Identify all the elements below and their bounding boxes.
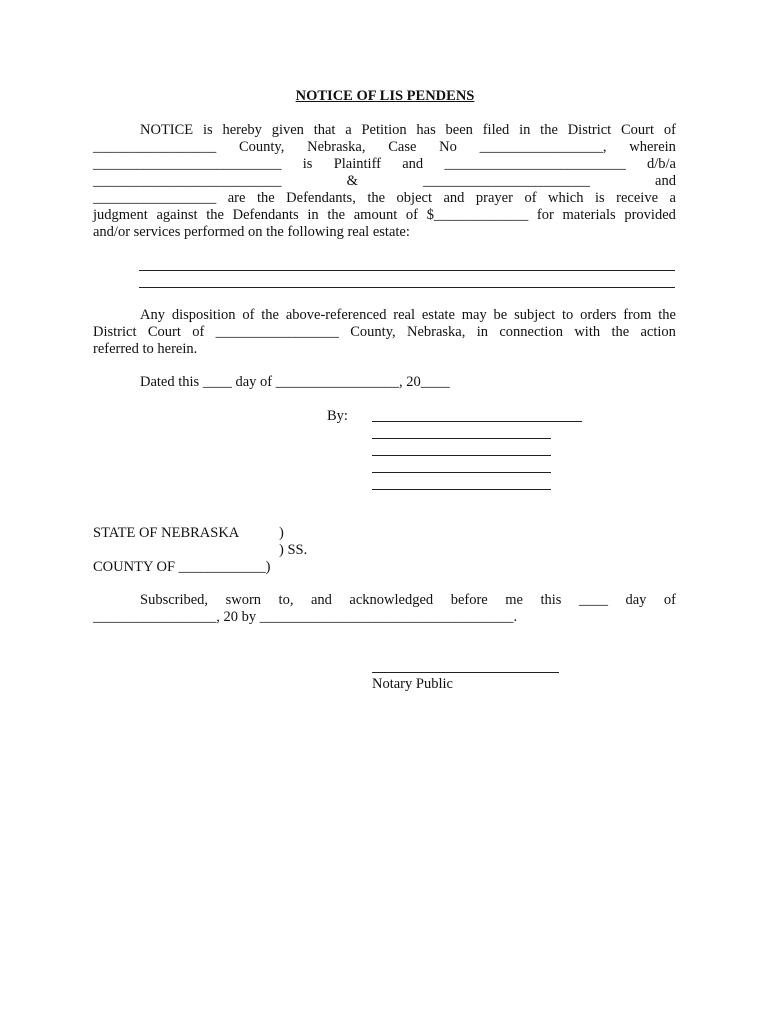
notice-paragraph [93, 122, 676, 241]
word: Nebraska, [307, 139, 366, 155]
word: Subscribed, [140, 592, 209, 608]
word: of [524, 190, 537, 206]
notice-row-6 [93, 207, 676, 224]
word: a [345, 122, 352, 138]
word: Defendants [232, 207, 299, 223]
word: above-referenced [285, 307, 387, 323]
subscribed-row-2: _________________, 20 by ___________________________________. [93, 609, 518, 625]
property-description-line-1[interactable] [139, 270, 675, 271]
word: the [327, 207, 346, 223]
word: the [256, 190, 275, 206]
word: prayer [475, 190, 513, 206]
word: this [540, 592, 562, 608]
word: _________________ [215, 324, 339, 340]
word: is [302, 156, 313, 172]
word: is [594, 190, 605, 206]
notary-label: Notary Public [372, 676, 453, 692]
word: me [505, 592, 523, 608]
document-title: NOTICE OF LIS PENDENS [295, 88, 475, 104]
dated-line: Dated this ____ day of _________________, 20____ [140, 374, 450, 390]
word: disposition [171, 307, 236, 323]
word: Case [388, 139, 417, 155]
signature-line-4[interactable] [372, 472, 551, 473]
word: in [476, 324, 488, 340]
word: action [640, 324, 676, 340]
word: connection [499, 324, 563, 340]
notice-row-4 [93, 173, 676, 190]
word: in [307, 207, 319, 223]
word: to, [278, 592, 294, 608]
word: Defendants, [286, 190, 356, 206]
word: acknowledged [349, 592, 434, 608]
word: and [655, 173, 676, 189]
word: real [393, 307, 416, 323]
word: amount [353, 207, 398, 223]
subscribed-row-1 [93, 592, 676, 609]
word: & [346, 173, 358, 189]
word: of [242, 307, 255, 323]
word: has [416, 122, 436, 138]
notary-signature-line[interactable] [372, 672, 559, 673]
word: and [310, 592, 332, 608]
word: materials [562, 207, 616, 223]
signature-line-5[interactable] [372, 489, 551, 490]
word: of [405, 207, 419, 223]
notice-row-1 [93, 122, 676, 139]
word: the [206, 207, 224, 223]
word: Court [620, 122, 655, 138]
word: are [227, 190, 246, 206]
word: ____ [578, 592, 608, 608]
word: provided [624, 207, 676, 223]
word: is [202, 122, 213, 138]
word: __________________________ [93, 156, 282, 172]
signature-line-1[interactable] [372, 421, 582, 422]
word: day [625, 592, 647, 608]
word: orders [580, 307, 617, 323]
signature-line-3[interactable] [372, 455, 551, 456]
subscribed-paragraph [93, 592, 676, 626]
notice-row-5 [93, 190, 676, 207]
word: judgment [93, 207, 148, 223]
word: the [540, 122, 558, 138]
word: of [663, 122, 676, 138]
word: given [271, 122, 304, 138]
word: _________________ [93, 139, 217, 155]
disposition-row-1 [93, 307, 676, 324]
word: the [658, 307, 676, 323]
word: NOTICE [140, 122, 194, 138]
word: County, [350, 324, 396, 340]
word: and [443, 190, 465, 206]
county-line: COUNTY OF ____________) [93, 559, 271, 575]
word: a [669, 190, 676, 206]
notice-row-7: and/or services performed on the following real estate: [93, 224, 410, 240]
word: Any [140, 307, 165, 323]
word: filed [482, 122, 510, 138]
word: Court [147, 324, 181, 340]
word: hereby [222, 122, 262, 138]
notice-row-2 [93, 139, 676, 156]
word: been [445, 122, 473, 138]
state-paren: ) [279, 525, 284, 541]
ss-line: ) SS. [279, 542, 308, 558]
property-description-line-2[interactable] [139, 287, 675, 288]
word: before [450, 592, 488, 608]
word: object [396, 190, 432, 206]
word: _________________________ [444, 156, 626, 172]
word: d/b/a [646, 156, 676, 172]
word: Plaintiff [333, 156, 381, 172]
word: the [261, 307, 279, 323]
word: the [367, 190, 386, 206]
disposition-row-2 [93, 324, 676, 341]
word: sworn [225, 592, 262, 608]
word: Petition [361, 122, 407, 138]
word: and [402, 156, 424, 172]
word: from [623, 307, 652, 323]
word: may [461, 307, 487, 323]
word: Nebraska, [406, 324, 466, 340]
word: subject [514, 307, 556, 323]
disposition-paragraph [93, 307, 676, 358]
word: for [536, 207, 554, 223]
word: be [493, 307, 508, 323]
word: District [567, 122, 612, 138]
word: County, [238, 139, 285, 155]
word: of [192, 324, 205, 340]
word: in [519, 122, 531, 138]
word: estate [421, 307, 455, 323]
word: of [663, 592, 676, 608]
word: _________________ [93, 190, 217, 206]
state-line: STATE OF NEBRASKA [93, 525, 240, 541]
signature-line-2[interactable] [372, 438, 551, 439]
word: _______________________ [423, 173, 590, 189]
word: to [562, 307, 574, 323]
word: __________________________ [93, 173, 282, 189]
word: against [156, 207, 198, 223]
word: the [611, 324, 630, 340]
word: $_____________ [426, 207, 529, 223]
word: No [439, 139, 457, 155]
word: _________________, [479, 139, 607, 155]
disposition-row-3: referred to herein. [93, 341, 198, 357]
word: which [548, 190, 584, 206]
word: that [313, 122, 336, 138]
word: District [93, 324, 137, 340]
notice-row-3 [93, 156, 676, 173]
word: with [574, 324, 601, 340]
word: receive [616, 190, 659, 206]
by-label: By: [327, 408, 348, 424]
word: wherein [629, 139, 676, 155]
